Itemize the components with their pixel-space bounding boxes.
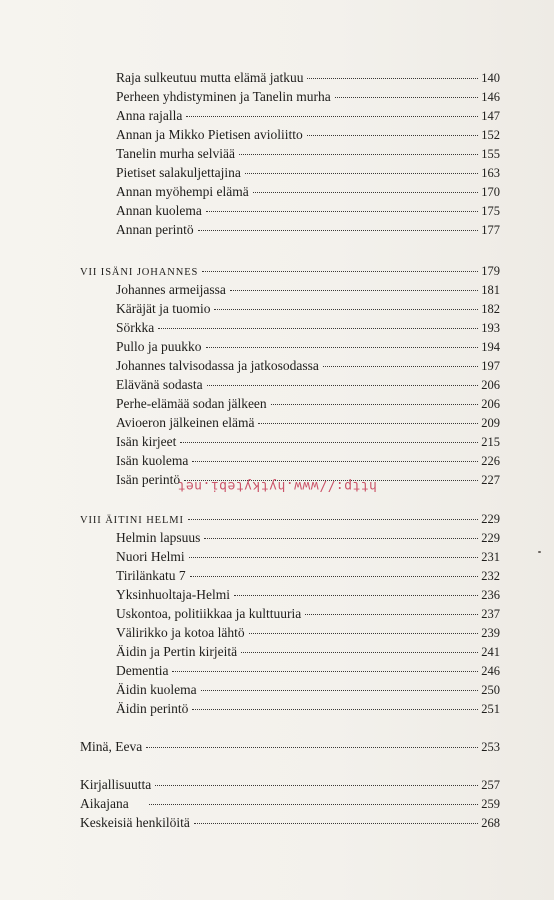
chapter-page: 229 bbox=[481, 512, 500, 526]
toc-entry-page: 147 bbox=[481, 109, 500, 123]
toc-entry-page: 227 bbox=[481, 473, 500, 487]
dot-leader bbox=[214, 309, 478, 310]
toc-entry-title: Yksinhuoltaja-Helmi bbox=[116, 587, 230, 602]
toc-entry-title: Äidin ja Pertin kirjeitä bbox=[116, 644, 238, 659]
toc-entry-page: 215 bbox=[481, 435, 500, 449]
dot-leader bbox=[335, 97, 478, 98]
toc-entry-title: Välirikko ja kotoa lähtö bbox=[116, 625, 245, 640]
toc-entry-title: Kirjallisuutta bbox=[80, 777, 152, 792]
toc-entry bbox=[116, 202, 500, 220]
toc-entry-title: Keskeisiä henkilöitä bbox=[80, 815, 190, 830]
toc-entry-page: 170 bbox=[481, 185, 500, 199]
toc-entry bbox=[116, 395, 500, 413]
dot-leader bbox=[189, 557, 479, 558]
toc-entry bbox=[116, 88, 500, 106]
toc-entry-title: Aikajana bbox=[80, 796, 129, 811]
toc-entry-title: Perheen yhdistyminen ja Tanelin murha bbox=[116, 89, 331, 104]
toc-entry-page: 197 bbox=[481, 359, 500, 373]
toc-entry-page: 209 bbox=[481, 416, 500, 430]
toc-entry bbox=[116, 643, 500, 661]
toc-entry bbox=[80, 814, 500, 832]
toc-entry-title: Käräjät ja tuomio bbox=[116, 301, 211, 316]
toc-entry bbox=[116, 662, 500, 680]
dot-leader bbox=[202, 271, 478, 272]
dot-leader bbox=[307, 135, 479, 136]
toc-entry bbox=[116, 605, 500, 623]
toc-entry bbox=[116, 452, 500, 470]
toc-entry-page: 155 bbox=[481, 147, 500, 161]
dot-leader bbox=[192, 709, 478, 710]
dot-leader bbox=[249, 633, 479, 634]
toc-entry bbox=[116, 548, 500, 566]
dot-leader bbox=[198, 230, 479, 231]
toc-entry-page: 182 bbox=[481, 302, 500, 316]
dot-leader bbox=[245, 173, 478, 174]
dot-leader bbox=[155, 785, 478, 786]
toc-entry-title: Annan kuolema bbox=[116, 203, 202, 218]
toc-entry-title: Sörkka bbox=[116, 320, 155, 335]
toc-entry-title: Annan myöhempi elämä bbox=[116, 184, 249, 199]
toc-entry bbox=[116, 300, 500, 318]
toc-entry-title: Pullo ja puukko bbox=[116, 339, 202, 354]
toc-entry-page: 163 bbox=[481, 166, 500, 180]
toc-entry bbox=[80, 795, 500, 813]
chapter-title: VIII ÄITINI HELMI bbox=[80, 515, 184, 526]
dot-leader bbox=[307, 78, 478, 79]
dot-leader bbox=[204, 538, 478, 539]
toc-entry bbox=[116, 338, 500, 356]
toc-entry-page: 181 bbox=[481, 283, 500, 297]
dot-leader bbox=[190, 576, 479, 577]
toc-entry-title: Dementia bbox=[116, 663, 169, 678]
toc-entry bbox=[116, 529, 500, 547]
toc-entry bbox=[80, 776, 500, 794]
dot-leader bbox=[149, 804, 479, 805]
dot-leader bbox=[186, 116, 478, 117]
toc-entry-page: 152 bbox=[481, 128, 500, 142]
toc-entry-title: Isän kirjeet bbox=[116, 434, 177, 449]
chapter-title: VII ISÄNI JOHANNES bbox=[80, 267, 199, 278]
toc-entry-title: Tirilänkatu 7 bbox=[116, 568, 186, 583]
dot-leader bbox=[253, 192, 479, 193]
toc-entry-title: Äidin perintö bbox=[116, 701, 189, 716]
toc-entry-page: 259 bbox=[481, 797, 500, 811]
toc-entry-title: Johannes armeijassa bbox=[116, 282, 226, 297]
toc-entry-page: 239 bbox=[481, 626, 500, 640]
dot-leader bbox=[146, 747, 478, 748]
toc-entry-title: Anna rajalla bbox=[116, 108, 183, 123]
paper-speck bbox=[538, 551, 541, 553]
toc-entry-title: Avioeron jälkeinen elämä bbox=[116, 415, 255, 430]
toc-entry-page: 237 bbox=[481, 607, 500, 621]
toc-entry-page: 177 bbox=[481, 223, 500, 237]
toc-entry bbox=[116, 586, 500, 604]
dot-leader bbox=[323, 366, 478, 367]
toc-entry bbox=[80, 738, 500, 756]
dot-leader bbox=[305, 614, 478, 615]
toc-entry bbox=[116, 164, 500, 182]
toc-entry bbox=[116, 69, 500, 87]
toc-entry-title: Isän kuolema bbox=[116, 453, 189, 468]
toc-entry-page: 268 bbox=[481, 816, 500, 830]
dot-leader bbox=[194, 823, 478, 824]
toc-entry-title: Minä, Eeva bbox=[80, 739, 143, 754]
chapter-heading bbox=[80, 510, 500, 530]
toc-entry-page: 251 bbox=[481, 702, 500, 716]
toc-entry-page: 236 bbox=[481, 588, 500, 602]
toc-entry-page: 246 bbox=[481, 664, 500, 678]
toc-entry bbox=[116, 376, 500, 394]
toc-entry bbox=[116, 319, 500, 337]
toc-entry bbox=[116, 145, 500, 163]
toc-entry-title: Raja sulkeutuu mutta elämä jatkuu bbox=[116, 70, 304, 85]
toc-entry bbox=[116, 700, 500, 718]
toc-entry bbox=[116, 681, 500, 699]
watermark-stamp: http://www.hytkytebi.net bbox=[177, 478, 377, 493]
dot-leader bbox=[180, 442, 478, 443]
dot-leader bbox=[192, 461, 478, 462]
toc-entry bbox=[116, 433, 500, 451]
toc-entry-page: 253 bbox=[481, 740, 500, 754]
toc-entry-page: 229 bbox=[481, 531, 500, 545]
toc-entry bbox=[116, 221, 500, 239]
toc-entry-title: Helmin lapsuus bbox=[116, 530, 201, 545]
toc-entry bbox=[116, 126, 500, 144]
toc-entry-page: 241 bbox=[481, 645, 500, 659]
chapter-heading bbox=[80, 262, 500, 282]
toc-entry bbox=[116, 107, 500, 125]
dot-leader bbox=[230, 290, 478, 291]
toc-entry-page: 193 bbox=[481, 321, 500, 335]
toc-entry-title: Nuori Helmi bbox=[116, 549, 185, 564]
toc-entry bbox=[116, 281, 500, 299]
dot-leader bbox=[158, 328, 478, 329]
toc-entry-title: Annan perintö bbox=[116, 222, 194, 237]
chapter-page: 179 bbox=[481, 264, 500, 278]
toc-entry-page: 226 bbox=[481, 454, 500, 468]
dot-leader bbox=[234, 595, 478, 596]
toc-entry-page: 194 bbox=[481, 340, 500, 354]
toc-entry bbox=[116, 414, 500, 432]
toc-entry-title: Pietiset salakuljettajina bbox=[116, 165, 241, 180]
toc-entry-page: 140 bbox=[481, 71, 500, 85]
dot-leader bbox=[206, 211, 478, 212]
toc-entry bbox=[116, 567, 500, 585]
toc-entry-title: Isän perintö bbox=[116, 472, 181, 487]
toc-entry-title: Annan ja Mikko Pietisen avioliitto bbox=[116, 127, 303, 142]
toc-entry-page: 250 bbox=[481, 683, 500, 697]
toc-entry bbox=[116, 624, 500, 642]
toc-entry bbox=[116, 357, 500, 375]
toc-entry-title: Elävänä sodasta bbox=[116, 377, 203, 392]
toc-entry-title: Uskontoa, politiikkaa ja kulttuuria bbox=[116, 606, 302, 621]
toc-entry-page: 232 bbox=[481, 569, 500, 583]
dot-leader bbox=[206, 347, 479, 348]
toc-entry-title: Perhe-elämää sodan jälkeen bbox=[116, 396, 267, 411]
toc-entry-page: 206 bbox=[481, 397, 500, 411]
toc-entry-page: 146 bbox=[481, 90, 500, 104]
toc-entry-title: Tanelin murha selviää bbox=[116, 146, 236, 161]
dot-leader bbox=[258, 423, 478, 424]
dot-leader bbox=[207, 385, 479, 386]
dot-leader bbox=[172, 671, 478, 672]
toc-entry-page: 206 bbox=[481, 378, 500, 392]
toc-entry bbox=[116, 183, 500, 201]
toc-entry-page: 257 bbox=[481, 778, 500, 792]
dot-leader bbox=[201, 690, 479, 691]
dot-leader bbox=[271, 404, 479, 405]
dot-leader bbox=[241, 652, 478, 653]
toc-entry-page: 175 bbox=[481, 204, 500, 218]
dot-leader bbox=[239, 154, 478, 155]
dot-leader bbox=[188, 519, 478, 520]
toc-entry-title: Äidin kuolema bbox=[116, 682, 197, 697]
toc-entry-page: 231 bbox=[481, 550, 500, 564]
toc-entry-title: Johannes talvisodassa ja jatkosodassa bbox=[116, 358, 319, 373]
